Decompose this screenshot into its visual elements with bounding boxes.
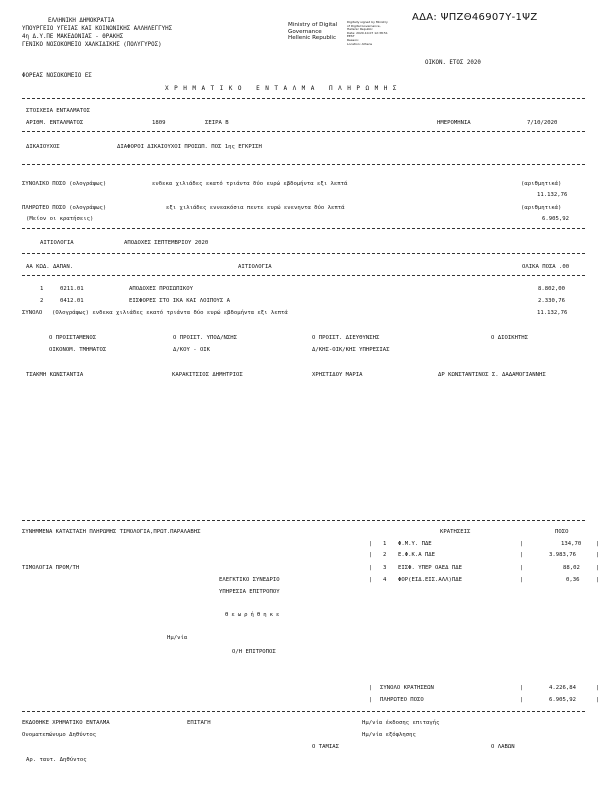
divider [22, 275, 585, 276]
deduction-amount: 0,36 [566, 577, 580, 583]
order-section-title: ΣΤΟΙΧΕΙΑ ΕΝΤΑΛΜΑΤΟΣ [26, 108, 90, 114]
total-amount: 11.132,76 [537, 192, 568, 198]
divider [22, 253, 585, 254]
divider [22, 164, 585, 165]
deductions-total-label: ΣΥΝΟΛΟ ΚΡΑΤΗΣΕΩΝ [380, 685, 434, 691]
divider [22, 98, 585, 99]
header-region: 4η Δ.Υ.ΠΕ ΜΑΚΕΔΟΝΙΑΣ - ΘΡΑΚΗΣ [22, 34, 124, 40]
bar: | [596, 565, 600, 571]
row-no: 2 [40, 298, 44, 304]
bar: | [369, 697, 373, 703]
bar: | [369, 552, 373, 558]
bar: | [520, 541, 524, 547]
deduction-label: Ε.Φ.Κ.Α ΠΔΕ [398, 552, 436, 558]
table-header-code: ΑΑ ΚΩΔ. ΔΑΠΑΝ. [26, 264, 74, 270]
header-hospital: ΓΕΝΙΚΟ ΝΟΣΟΚΟΜΕΙΟ ΧΑΛΚΙΔΙΚΗΣ (ΠΟΛΥΓΥΡΟΣ) [22, 42, 162, 48]
deduction-amount: 3.983,76 [549, 552, 576, 558]
bar: | [520, 685, 524, 691]
logo-line1: Ministry of Digital [288, 22, 338, 28]
role-service: Δ/ΚΗΣ-ΟΙΚ/ΚΗΣ ΥΠΗΡΕΣΙΑΣ [312, 347, 390, 353]
bar: | [520, 697, 524, 703]
justification: ΑΠΟΔΟΧΕΣ ΣΕΠΤΕΜΒΡΙΟΥ 2020 [124, 240, 209, 246]
sig-line: of Digital Governance, [347, 23, 381, 28]
audit-seen: Θεωρήθηκε [225, 612, 283, 618]
total-amount-label: ΣΥΝΟΛΙΚΟ ΠΟΣΟ (ολογράφως) [22, 181, 107, 187]
payable-amount-label: ΠΛΗΡΩΤΕΟ ΠΟΣΟ (ολογράφως) [22, 205, 107, 211]
audit-date: Ημ/νία [167, 635, 188, 641]
sig-line: Date: 2020.10.07 12:38:51 [347, 30, 388, 35]
payable-amount: 6.905,92 [542, 216, 569, 222]
row-code: 0211.01 [60, 286, 84, 292]
signatory-4: ΔΡ ΚΩΝΣΤΑΝΤΙΝΟΣ Σ. ΔΑΔΑΜΟΓΙΑΝΝΗΣ [438, 372, 546, 378]
role-subdirector: Ο ΠΡΟΙΣΤ. ΥΠΟΔ/ΝΣΗΣ [173, 335, 237, 341]
signatory-1: ΤΣΑΚΜΗ ΚΩΝΣΤΑΝΤΙΑ [26, 372, 84, 378]
footer-check-date: Ημ/νία έκδοσης επιταγής [362, 720, 440, 726]
deduction-no: 3 [383, 565, 387, 571]
sum-amount: 11.132,76 [537, 310, 568, 316]
deduction-no: 2 [383, 552, 387, 558]
sig-line: EEST [347, 34, 355, 39]
justification-label: ΑΙΤΙΟΛΟΓΙΑ [40, 240, 74, 246]
sig-line: Reason: [347, 37, 359, 42]
bar: | [369, 577, 373, 583]
total-numeric-label: (αριθμητικά) [521, 181, 562, 187]
role-head-finance: Ο ΠΡΟΙΣΤΑΜΕΝΟΣ [49, 335, 97, 341]
payable-total: 6.905,92 [549, 697, 576, 703]
sum-words: (Ολογράφως) ενδεκα χιλιάδες εκατό τριάντα δύο ευρώ εβδομήντα εξι λεπτά [52, 310, 288, 316]
deductions-note: (Μείον οι κρατήσεις) [26, 216, 94, 222]
attachments: ΣΥΝΗΜΜΕΝΑ ΚΑΤΑΣΤΑΣΗ ΠΛΗΡΩΜΗΣ ΤΙΜΟΛΟΓΙΑ,ΠΡΩΤ.ΠΑΡΑΛΑΒΗΣ [22, 529, 201, 535]
deduction-no: 4 [383, 577, 387, 583]
order-number: 1809 [152, 120, 166, 126]
audit-court: ΕΛΕΓΚΤΙΚΟ ΣΥΝΕΔΡΙΟ [219, 577, 280, 583]
deductions-title: ΚΡΑΤΗΣΕΙΣ [440, 529, 471, 535]
payable-amount-words: εξι χιλιάδες εννεακόσια πεντε ευρώ ενενηντα δύο λεπτά [166, 205, 345, 211]
row-code: 0412.01 [60, 298, 84, 304]
role-dept2: Δ/ΚΟΥ - ΟΙΚ [173, 347, 211, 353]
sig-line: Location: Athens [347, 41, 373, 46]
sig-line: Hellenic Republic [347, 27, 373, 32]
divider [22, 228, 585, 229]
deduction-no: 1 [383, 541, 387, 547]
deduction-label: Φ.Μ.Υ. ΠΔΕ [398, 541, 432, 547]
role-governor: Ο ΔΙΟΙΚΗΤΗΣ [491, 335, 529, 341]
signature-stamp [347, 21, 388, 46]
bar: | [596, 577, 600, 583]
bar: | [596, 552, 600, 558]
header-republic: ΕΛΛΗΝΙΚΗ ΔΗΜΟΚΡΑΤΙΑ [48, 18, 115, 24]
audit-service: ΥΠΗΡΕΣΙΑ ΕΠΙΤΡΟΠΟΥ [219, 589, 280, 595]
table-header-amount: ΟΛΙΚΑ ΠΟΣΑ .00 [522, 264, 570, 270]
order-series: ΣΕΙΡΑ Β [205, 120, 229, 126]
document-title: ΧΡΗΜΑΤΙΚΟ ΕΝΤΑΛΜΑ ΠΛΗΡΩΜΗΣ [165, 85, 402, 92]
footer-check: ΕΠΙΤΑΓΗ [187, 720, 211, 726]
audit-commissioner: Ο/Η ΕΠΙΤΡΟΠΟΣ [232, 649, 276, 655]
sig-line: Digitally signed by Ministry [347, 20, 388, 24]
agency: ΦΟΡΕΑΣ ΝΟΣΟΚΟΜΕΙΟ ΕΣ [22, 73, 92, 79]
header-ministry: ΥΠΟΥΡΓΕΙΟ ΥΓΕΙΑΣ ΚΑΙ ΚΟΙΝΩΝΙΚΗΣ ΑΛΛΗΛΕΓΓΥΗΣ [22, 26, 173, 32]
bar: | [369, 685, 373, 691]
bar: | [520, 565, 524, 571]
divider [22, 711, 585, 712]
table-header-desc: ΑΙΤΙΟΛΟΓΙΑ [238, 264, 272, 270]
divider [22, 520, 585, 521]
order-number-label: ΑΡΙΘΜ. ΕΝΤΑΛΜΑΤΟΣ [26, 120, 84, 126]
sum-label: ΣΥΝΟΛΟ [22, 310, 43, 316]
logo-line2: Governance [288, 28, 322, 35]
bar: | [520, 552, 524, 558]
deduction-label: ΕΙΣΦ. ΥΠΕΡ ΟΑΕΔ ΠΔΕ [398, 565, 462, 571]
order-date-label: ΗΜΕΡΟΜΗΝΙΑ [437, 120, 471, 126]
logo-text [288, 22, 337, 42]
beneficiary-label: ΔΙΚΑΙΟΥΧΟΣ [26, 144, 60, 150]
row-desc: ΑΠΟΔΟΧΕΣ ΠΡΟΣΩΠΙΚΟΥ [129, 286, 193, 292]
row-amount: 8.802,00 [538, 286, 565, 292]
payable-numeric-label: (αριθμητικά) [521, 205, 562, 211]
payable-total-label: ΠΛΗΡΩΤΕΟ ΠΟΣΟ [380, 697, 424, 703]
bar: | [596, 697, 600, 703]
deduction-amount: 88,02 [563, 565, 580, 571]
bar: | [369, 565, 373, 571]
footer-issued: ΕΚΔΟΘΗΚΕ ΧΡΗΜΑΤΙΚΟ ΕΝΤΑΛΜΑ [22, 720, 110, 726]
order-date: 7/10/2020 [527, 120, 558, 126]
footer-id: Αρ. ταυτ. Δηθύντος [26, 757, 87, 763]
footer-cashier: Ο ΤΑΜΙΑΣ [312, 744, 339, 750]
footer-receiver: Ο ΛΑΒΩΝ [491, 744, 515, 750]
footer-holder: Ονοματεπώνυμο Δηθύντος [22, 732, 97, 738]
signatory-2: ΚΑΡΑΚΙΤΣΙΟΣ ΔΗΜΗΤΡΙΟΣ [172, 372, 243, 378]
invoices-label: ΤΙΜΟΛΟΓΙΑ ΠΡΟΜ/ΤΗ [22, 565, 80, 571]
row-no: 1 [40, 286, 44, 292]
role-dept: ΟΙΚΟΝΟΜ. ΤΜΗΜΑΤΟΣ [49, 347, 107, 353]
deduction-label: ΦΟΡ(ΕΙΔ.ΕΙΣ.ΑΛΛ)ΠΔΕ [398, 577, 462, 583]
fiscal-year: ΟΙΚΟΝ. ΕΤΟΣ 2020 [425, 60, 481, 66]
bar: | [369, 541, 373, 547]
deductions-amount-header: ΠΟΣΟ [555, 529, 569, 535]
role-director: Ο ΠΡΟΙΣΤ. ΔΙΕΥΘΥΝΣΗΣ [312, 335, 380, 341]
total-amount-words: ενδεκα χιλιάδες εκατό τριάντα δύο ευρώ εβδομήντα εξι λεπτά [152, 181, 348, 187]
signatory-3: ΧΡΗΣΤΙΔΟΥ ΜΑΡΙΑ [312, 372, 363, 378]
divider [22, 131, 585, 132]
bar: | [596, 685, 600, 691]
deduction-amount: 134,70 [561, 541, 582, 547]
logo-line3: Hellenic Republic [288, 35, 337, 41]
bar: | [596, 541, 600, 547]
row-desc: ΕΙΣΦΟΡΕΣ ΣΤΟ ΙΚΑ ΚΑΙ ΛΟΙΠΟΥΣ Α [129, 298, 231, 304]
row-amount: 2.330,76 [538, 298, 565, 304]
beneficiary: ΔΙΑΦΟΡΟΙ ΔΙΚΑΙΟΥΧΟΙ ΠΡΟΣΩΠ. ΠΟΣ 1ης ΕΓΚΡΙΣΗ [117, 144, 262, 150]
bar: | [520, 577, 524, 583]
footer-pay-date: Ημ/νία εξόφλησης [362, 732, 416, 738]
ada-code: ΑΔΑ: ΨΠΖΘ46907Υ-1ΨΖ [412, 12, 538, 23]
deductions-total: 4.226,84 [549, 685, 576, 691]
